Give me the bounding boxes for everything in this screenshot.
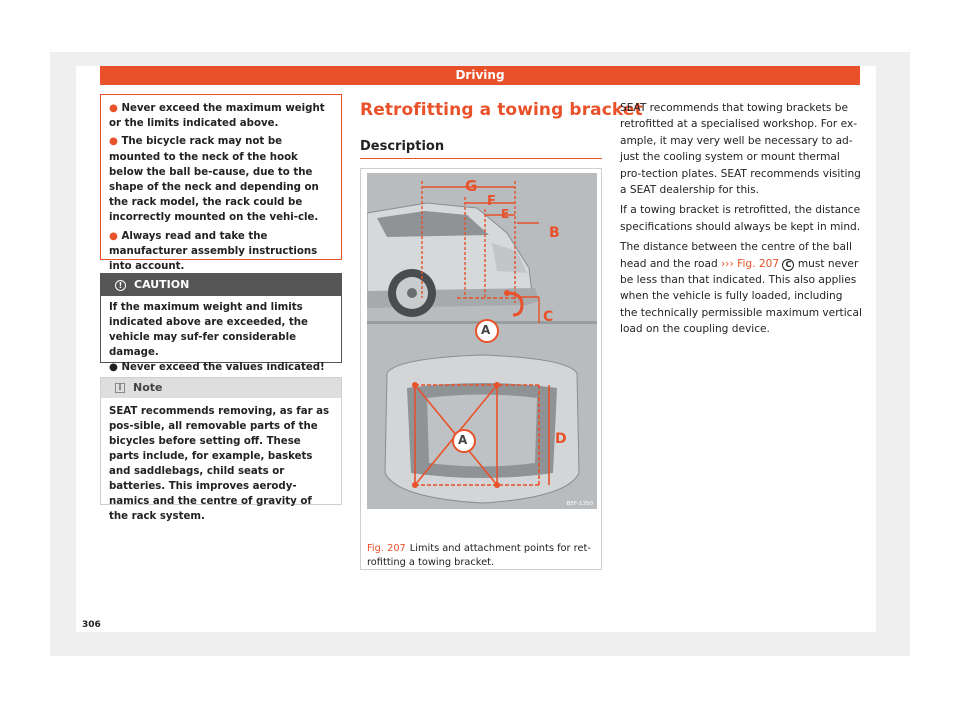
label-d: D [555, 431, 567, 447]
label-c: C [543, 309, 554, 325]
warning-item: ● Never exceed the maximum weight or the limits indicated above. [109, 103, 325, 130]
label-a-side: A [481, 323, 491, 337]
body-text [620, 100, 862, 342]
note-box [100, 377, 342, 522]
caution-title: CAUTION [134, 278, 190, 291]
figure-ref-code: B5F-1350 [566, 501, 593, 507]
caution-body: If the maximum weight and limits indicated above are exceeded, the vehicle may suf-fer considerable damage. ● Never exceed the values indicated! [101, 296, 341, 379]
label-a-top: A [458, 433, 468, 447]
figure-caption: Fig. 207 Limits and attachment points for ret-rofitting a towing bracket. [367, 543, 591, 568]
warning-box [100, 94, 342, 273]
warning-item: ● Always read and take the manufacturer assembly instructions into account. [109, 230, 318, 273]
paragraph: SEAT recommends that towing brackets be retrofitted at a specialised workshop. For ex-ample, it may very well be necessary to ad-just the cooling system or mount thermal pro-tection plates. SEAT recommends visiting a SEAT dealership for this. [620, 102, 861, 197]
section-subtitle: Description [360, 139, 445, 154]
note-header [101, 378, 341, 398]
paragraph: The distance between the centre of the ball head and the road ››› Fig. 207 C must never be less than that indicated. This also applies when the vehicle is fully loaded, including the technically permissible maximum vertical load on the coupling device. [620, 241, 862, 336]
caution-header [101, 274, 341, 296]
caution-box [100, 273, 342, 373]
bullet-icon: ● [109, 230, 122, 242]
title-divider [360, 158, 602, 159]
chapter-header: Driving [100, 66, 860, 85]
note-title: Note [133, 381, 163, 394]
page-number: 306 [82, 620, 101, 630]
paragraph: If a towing bracket is retrofitted, the distance specifications should always be kept in mind. [620, 204, 861, 233]
ref-arrow-icon: ››› [721, 257, 734, 270]
towing-bracket-illustration [367, 173, 597, 509]
callout-c: C [782, 259, 794, 271]
label-e: E [501, 207, 510, 221]
warning-item: ● The bicycle rack may not be mounted to the neck of the hook below the ball be-cause, due to the shape of the neck and depending on the rack model, the rack could be incorrectly mounted on the vehi-cle. [109, 136, 319, 224]
note-body: SEAT recommends removing, as far as pos-sible, all removable parts of the bicycles before setting off. These parts include, for example, baskets and saddlebags, child seats or batteries. This improves aerody-namics and the centre of gravity of the rack system. [109, 406, 330, 522]
bullet-icon: ● [109, 103, 122, 114]
figure-number: Fig. 207 [367, 543, 406, 554]
label-f: F [487, 194, 496, 209]
info-icon: i [115, 383, 125, 393]
caution-bullet: ● Never exceed the values indicated! [109, 362, 325, 373]
figure-207 [360, 168, 602, 570]
label-g: G [465, 177, 478, 195]
caution-icon: ! [115, 280, 126, 291]
figure-link[interactable]: ››› Fig. 207 [721, 257, 780, 270]
section-title: Retrofitting a towing bracket [360, 100, 643, 120]
bullet-icon: ● [109, 136, 122, 148]
label-b: B [549, 225, 560, 241]
